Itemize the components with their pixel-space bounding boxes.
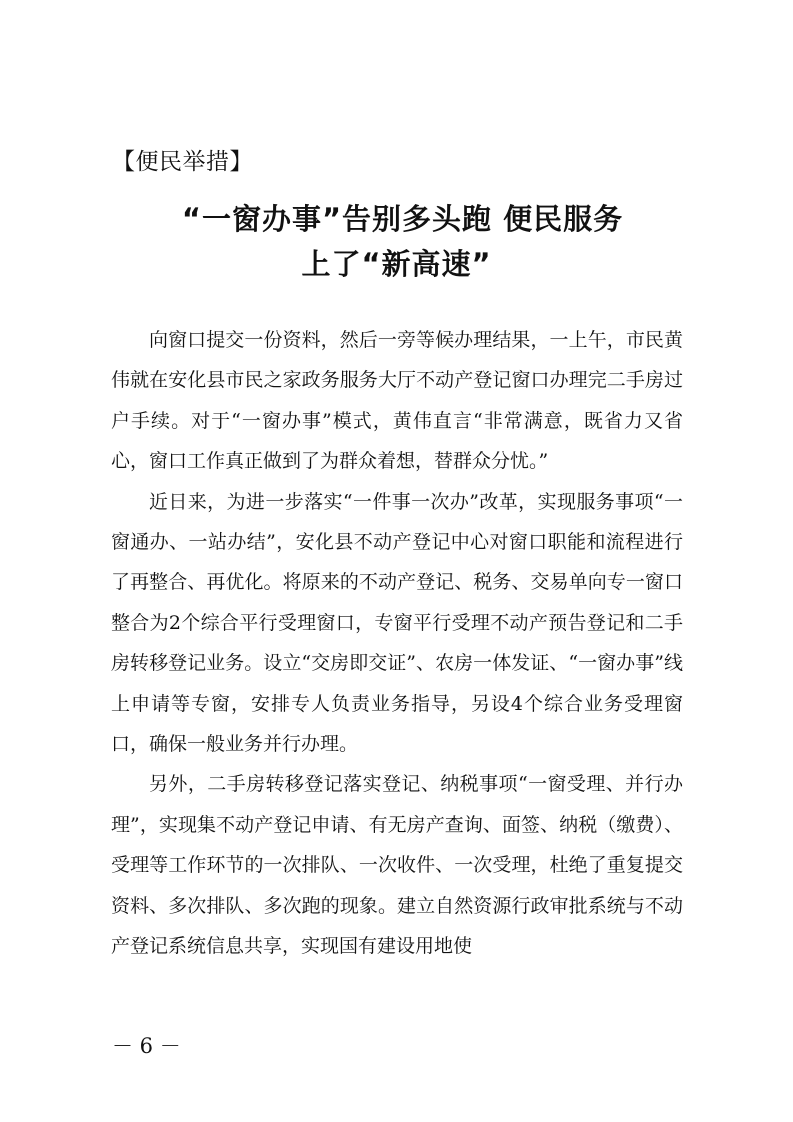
article-body — [111, 320, 683, 967]
article-title-line-1: “一窗办事”告别多头跑 便民服务 — [181, 202, 624, 236]
paragraph-3: 另外，二手房转移登记落实登记、纳税事项“一窗受理、并行办理”，实现集不动产登记申请、有无房产查询、面签、纳税（缴费）、受理等工作环节的一次排队、一次收件、一次受理，杜绝了重复提交资料、多次排队、多次跑的现象。建立自然资源行政审批系统与不动产登记系统信息共享，实现国有建设用地使 — [111, 773, 683, 958]
paragraph-1: 向窗口提交一份资料，然后一旁等候办理结果，一上午，市民黄伟就在安化县市民之家政务服务大厅不动产登记窗口办理完二手房过户手续。对于“一窗办事”模式，黄伟直言“非常满意，既省力又省心，窗口工作真正做到了为群众着想，替群众分忧。” — [111, 329, 683, 473]
page-number: － 6 － — [112, 1034, 181, 1058]
paragraph-2: 近日来，为进一步落实“一件事一次办”改革，实现服务事项“一窗通办、一站办结”，安化县不动产登记中心对窗口职能和流程进行了再整合、再优化。将原来的不动产登记、税务、交易单向专一窗口整合为2个综合平行受理窗口，专窗平行受理不动产预告登记和二手房转移登记业务。设立“交房即交证”、农房一体发证、“一窗办事”线上申请等专窗，安排专人负责业务指导，另设4个综合业务受理窗口，确保一般业务并行办理。 — [111, 490, 683, 756]
section-tag: 【便民举措】 — [112, 149, 253, 175]
article-title-line-2: 上了“新高速” — [301, 247, 492, 281]
